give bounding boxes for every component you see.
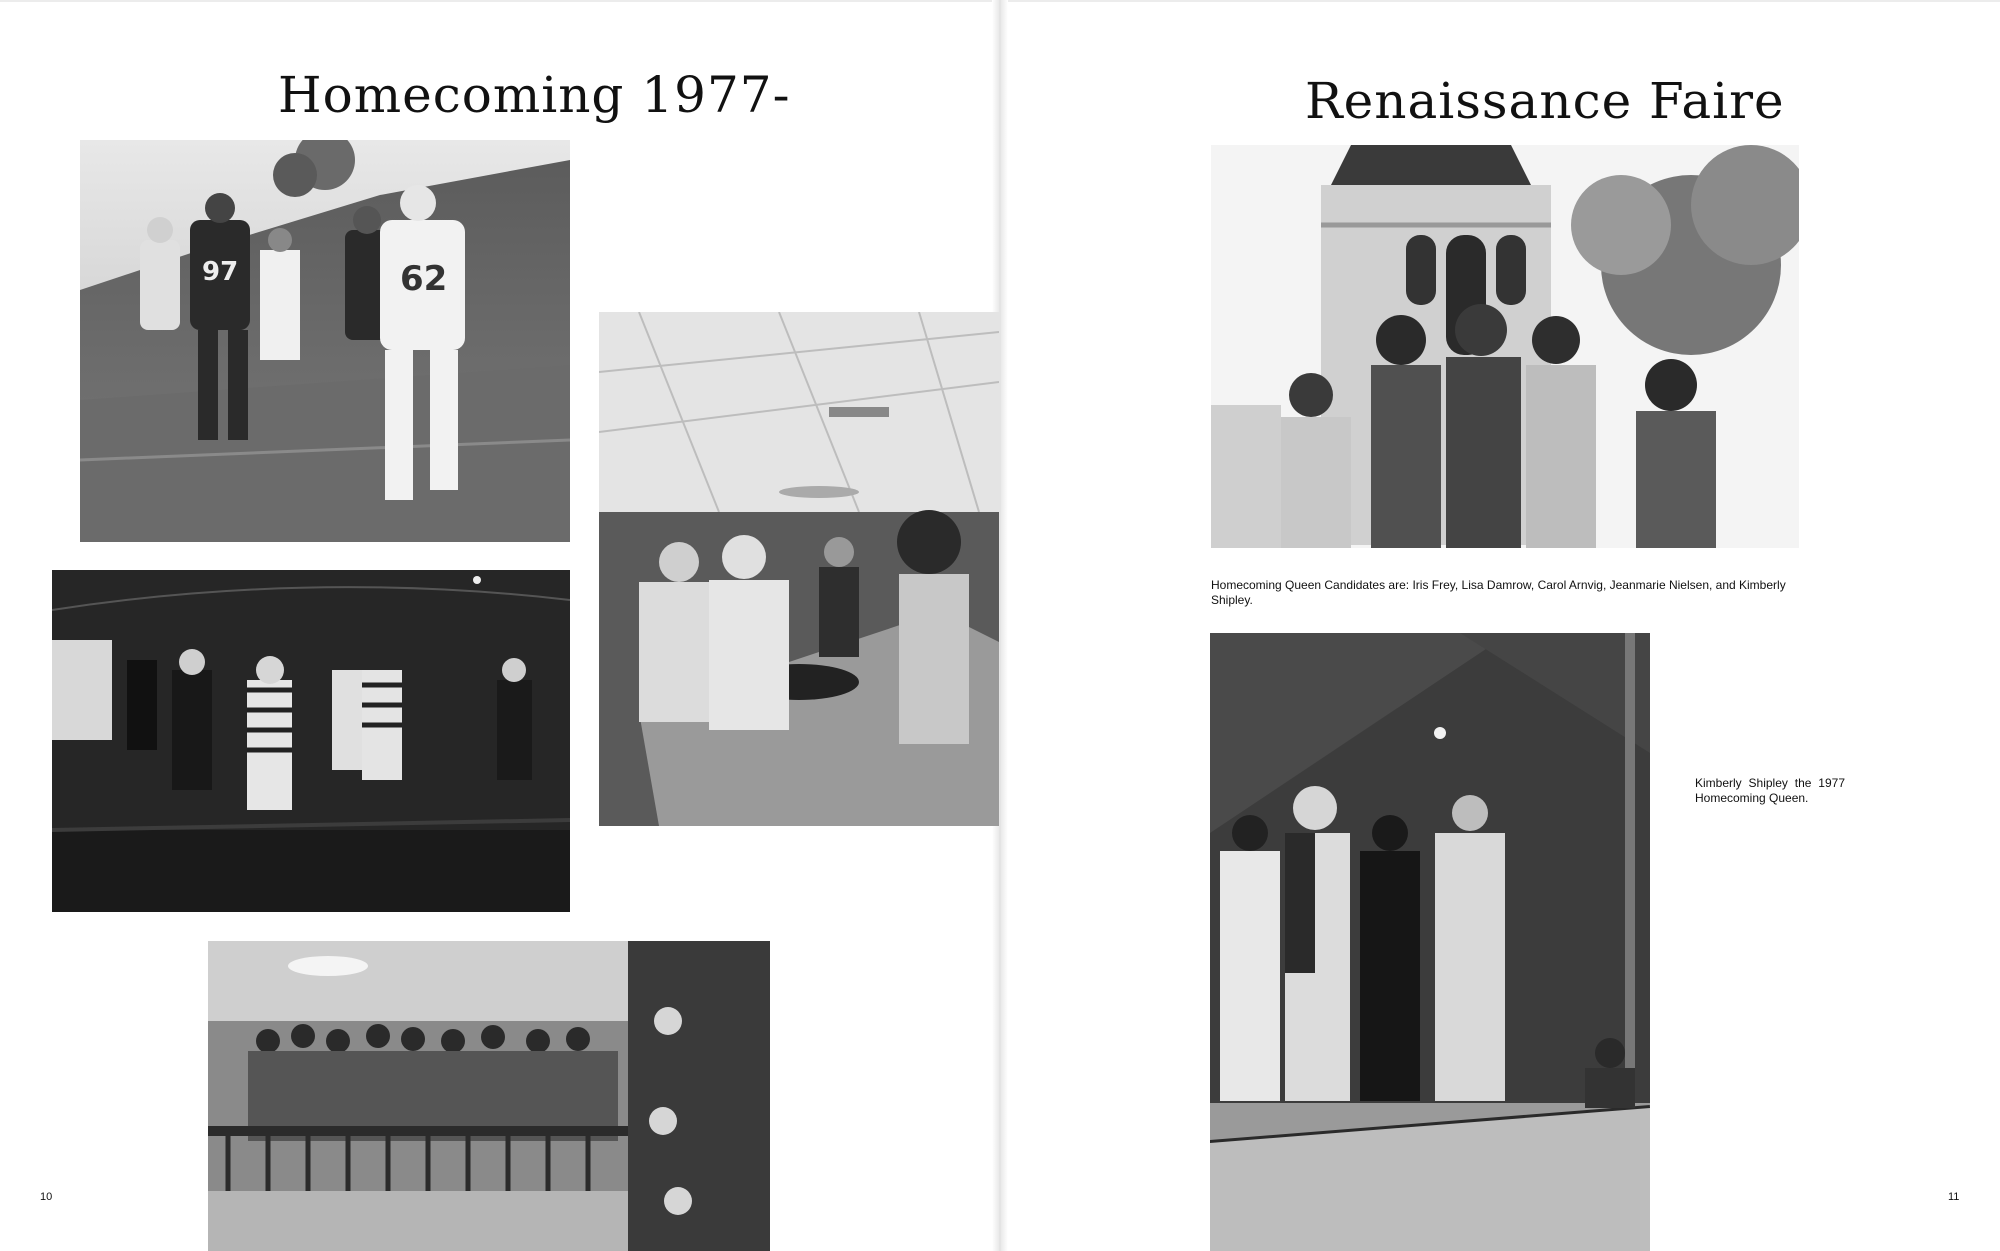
right-page-title: Renaissance Faire xyxy=(1305,72,1785,130)
left-page-title: Homecoming 1977- xyxy=(278,66,791,124)
buffet-photo xyxy=(599,312,999,826)
football-photo xyxy=(80,140,570,542)
left-page-number: 10 xyxy=(40,1191,53,1203)
svg-text:97: 97 xyxy=(202,257,239,287)
candidates-caption: Homecoming Queen Candidates are: Iris Frey, Lisa Damrow, Carol Arnvig, Jeanmarie Nielsen, and Kimberly Shipley. xyxy=(1211,578,1786,607)
queen-candidates-photo xyxy=(1211,145,1799,548)
cheerleaders-photo xyxy=(52,570,570,912)
right-page-number: 11 xyxy=(1948,1191,1960,1203)
svg-text:62: 62 xyxy=(400,259,448,299)
coronation-photo xyxy=(1210,633,1650,1251)
queen-caption: Kimberly Shipley the 1977 Homecoming Queen. xyxy=(1695,776,1845,805)
crowd-photo xyxy=(208,941,770,1251)
